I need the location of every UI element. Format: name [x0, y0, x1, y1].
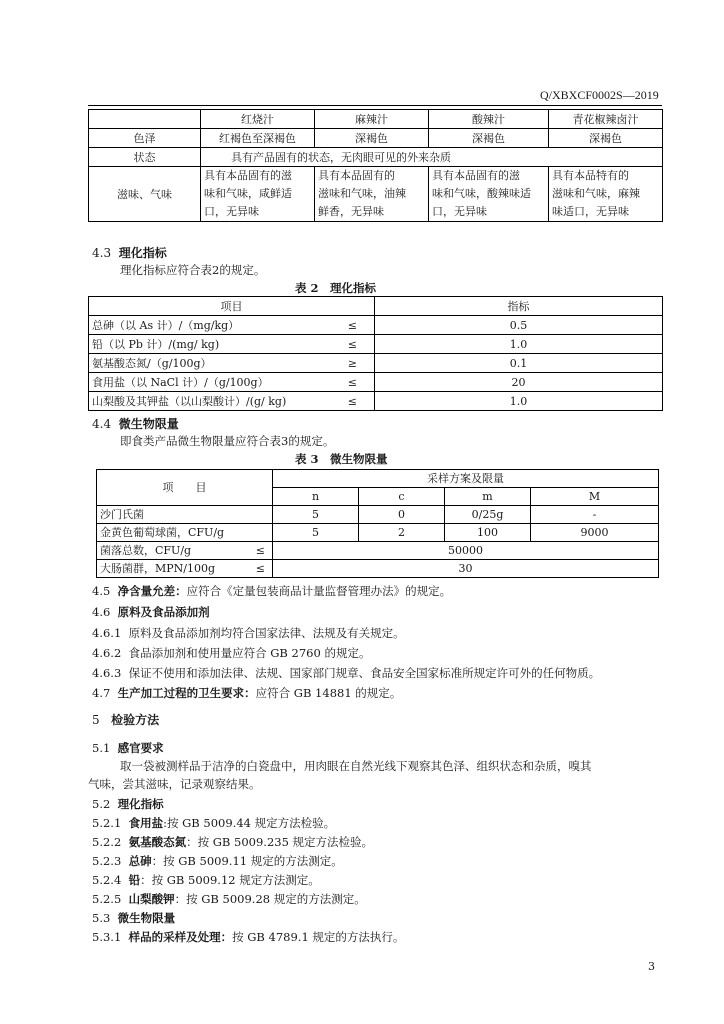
- table-cell: 30: [273, 560, 659, 578]
- clause-5-2-4: 5.2.4 铅：按 GB 5009.12 规定方法测定。: [92, 873, 320, 887]
- table-cell: 0.5: [375, 316, 663, 335]
- table-header-cell: 酸辣汁: [429, 110, 549, 129]
- section-4-3-intro: 理化指标应符合表2的规定。: [120, 263, 266, 277]
- clause-5-2-2: 5.2.2 氨基酸态氮：按 GB 5009.235 规定方法检验。: [92, 835, 374, 849]
- table-cell: 具有产品固有的状态，无肉眼可见的外来杂质: [201, 148, 663, 167]
- table-cell: 2: [359, 524, 445, 542]
- table-cell: 1.0: [375, 335, 663, 354]
- table-header-cell: 红烧汁: [201, 110, 315, 129]
- table-2-caption: 表 2 理化指标: [295, 281, 377, 295]
- section-4-3-heading: 4.3 理化指标: [92, 246, 167, 260]
- table-row: [89, 129, 663, 148]
- table-header-cell: 采样方案及限量: [273, 470, 659, 488]
- table-row: [89, 297, 663, 316]
- table-row: [97, 506, 659, 524]
- table-header-cell: c: [359, 488, 445, 506]
- table-header-cell: 青花椒辣卤汁: [549, 110, 663, 129]
- table-cell: 1.0: [375, 392, 663, 411]
- table-cell: 深褐色: [549, 129, 663, 148]
- header-rule: [88, 105, 662, 106]
- table-cell: 总砷（以 As 计）/（mg/kg） ≤: [89, 316, 375, 335]
- section-5-1-text-continued: 气味，尝其滋味，记录观察结果。: [88, 777, 261, 791]
- section-5-1-heading: 5.1 感官要求: [92, 741, 164, 755]
- table-cell: 食用盐（以 NaCl 计）/（g/100g） ≤: [89, 373, 375, 392]
- clause-4-7: 4.7 生产加工过程的卫生要求：应符合 GB 14881 的规定。: [92, 686, 402, 700]
- section-5-2-heading: 5.2 理化指标: [92, 797, 164, 811]
- clause-4-6-1: 4.6.1 原料及食品添加剂均符合国家法律、法规及有关规定。: [92, 626, 405, 640]
- table-row: [89, 148, 663, 167]
- section-5-3-heading: 5.3 微生物限量: [92, 911, 176, 925]
- table-3-caption: 表 3 微生物限量: [295, 452, 388, 466]
- table-cell: 5: [273, 506, 359, 524]
- section-4-4-intro: 即食类产品微生物限量应符合表3的规定。: [120, 434, 335, 448]
- table-row: [89, 316, 663, 335]
- page-number: 3: [648, 960, 655, 973]
- clause-5-2-1: 5.2.1 食用盐:按 GB 5009.44 规定方法检验。: [92, 816, 336, 830]
- table-cell: 沙门氏菌: [97, 506, 273, 524]
- table-header-cell: 项目: [89, 297, 375, 316]
- table-cell: 5: [273, 524, 359, 542]
- table-row: [89, 373, 663, 392]
- table-row: [89, 392, 663, 411]
- table-cell: 100: [445, 524, 531, 542]
- clause-4-6-2: 4.6.2 食品添加剂和使用量应符合 GB 2760 的规定。: [92, 646, 371, 660]
- table-row: [97, 524, 659, 542]
- table-row: [97, 470, 659, 488]
- physicochemical-table: [88, 296, 663, 411]
- clause-5-2-5: 5.2.5 山梨酸钾：按 GB 5009.28 规定的方法测定。: [92, 892, 366, 906]
- table-row: [89, 167, 663, 222]
- table-cell: 色泽: [89, 129, 201, 148]
- table-cell: 铅（以 Pb 计）/(mg/ kg) ≤: [89, 335, 375, 354]
- section-4-4-heading: 4.4 微生物限量: [92, 417, 179, 431]
- table-row: [97, 542, 659, 560]
- table-header-cell: 项 目: [97, 470, 273, 506]
- clause-5-3-1: 5.3.1 样品的采样及处理：按 GB 4789.1 规定的方法执行。: [92, 930, 405, 944]
- table-cell: 具有本品固有的滋 味和气味，酸辣味适 口，无异味: [429, 167, 549, 222]
- table-header-cell: 麻辣汁: [315, 110, 429, 129]
- table-row: [89, 335, 663, 354]
- table-cell: [89, 110, 201, 129]
- section-4-6-heading: 4.6 原料及食品添加剂: [92, 605, 210, 619]
- document-code: Q/XBXCF0002S—2019: [540, 88, 659, 102]
- table-header-cell: M: [531, 488, 659, 506]
- table-cell: 氨基酸态氮/（g/100g） ≥: [89, 354, 375, 373]
- clause-5-2-3: 5.2.3 总砷：按 GB 5009.11 规定的方法测定。: [92, 854, 343, 868]
- table-cell: 0/25g: [445, 506, 531, 524]
- table-cell: 0.1: [375, 354, 663, 373]
- clause-4-5: 4.5 净含量允差：应符合《定量包装商品计量监督管理办法》的规定。: [92, 584, 452, 598]
- table-cell: 金黄色葡萄球菌，CFU/g: [97, 524, 273, 542]
- microbial-table: [96, 469, 659, 578]
- table-cell: -: [531, 506, 659, 524]
- clause-4-6-3: 4.6.3 保证不使用和添加法律、法规、国家部门规章、食品安全国家标准所规定许可外的任何物质。: [92, 666, 601, 680]
- table-cell: 具有本品固有的滋 味和气味，咸鲜适 口，无异味: [201, 167, 315, 222]
- table-cell: 滋味、气味: [89, 167, 201, 222]
- table-cell: 0: [359, 506, 445, 524]
- table-header-cell: m: [445, 488, 531, 506]
- table-cell: 状态: [89, 148, 201, 167]
- table-row: [89, 354, 663, 373]
- table-cell: 具有本品固有的 滋味和气味，油辣 鲜香，无异味: [315, 167, 429, 222]
- table-cell: 50000: [273, 542, 659, 560]
- table-cell: 菌落总数，CFU/g ≤: [97, 542, 273, 560]
- section-5-1-text: 取一袋被测样品于洁净的白瓷盘中，用肉眼在自然光线下观察其色泽、组织状态和杂质，嗅其: [120, 759, 592, 773]
- table-cell: 具有本品特有的 滋味和气味，麻辣 味适口，无异味: [549, 167, 663, 222]
- table-cell: 深褐色: [315, 129, 429, 148]
- table-row: [97, 560, 659, 578]
- table-cell: 9000: [531, 524, 659, 542]
- table-row: [89, 110, 663, 129]
- table-header-cell: 指标: [375, 297, 663, 316]
- table-cell: 山梨酸及其钾盐（以山梨酸计）/(g/ kg) ≤: [89, 392, 375, 411]
- table-cell: 深褐色: [429, 129, 549, 148]
- table-cell: 大肠菌群，MPN/100g ≤: [97, 560, 273, 578]
- sensory-table: [88, 109, 663, 222]
- table-header-cell: n: [273, 488, 359, 506]
- section-5-heading: 5 检验方法: [92, 713, 160, 727]
- table-cell: 红褐色至深褐色: [201, 129, 315, 148]
- table-cell: 20: [375, 373, 663, 392]
